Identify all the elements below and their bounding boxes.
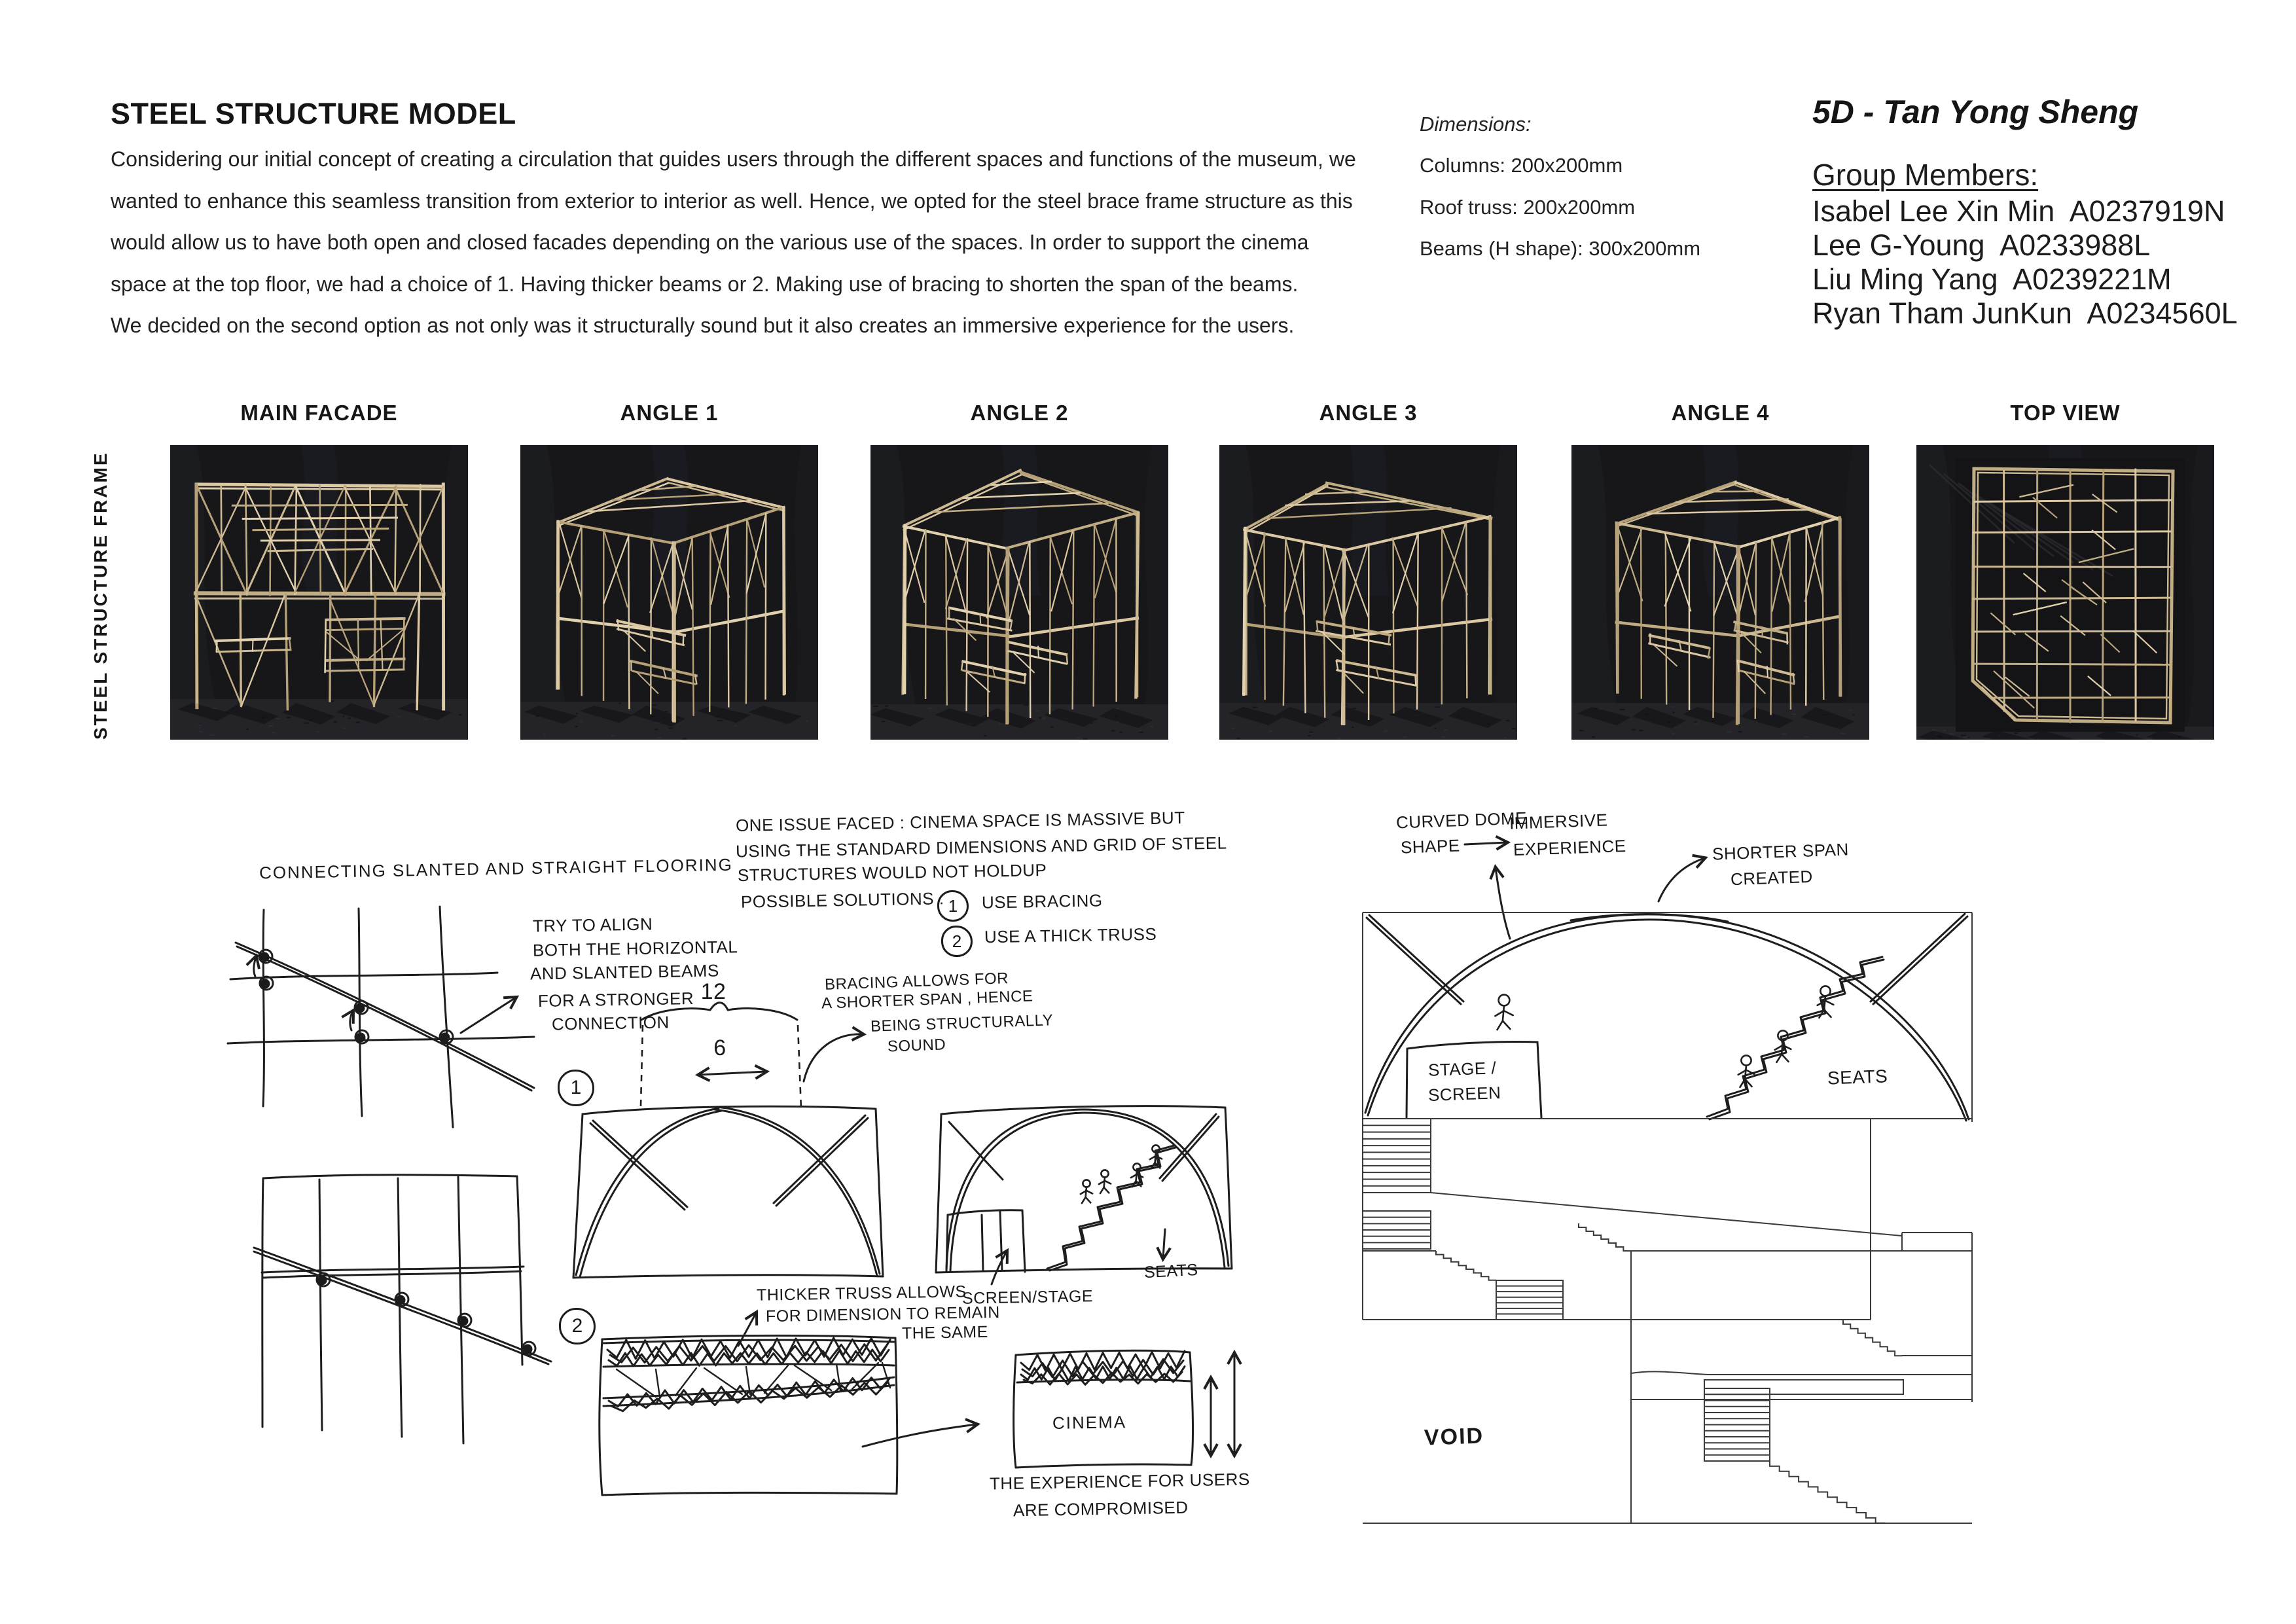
member-name: Isabel Lee Xin Min A0237919N [1812,194,2225,228]
model-photo [870,445,1168,740]
body-line: Considering our initial concept of creating a circulation that guides users through the different spaces and functions of the museum, we [111,147,1356,171]
label-seats-dome: SEATS [1827,1066,1888,1089]
model-photo [1571,445,1869,740]
dimensions-label: Dimensions: [1420,113,1532,135]
body-line: We decided on the second option as not only was it structurally sound but it also creates an immersive experience for the users. [111,314,1295,337]
photo-label: MAIN FACADE [240,401,398,425]
photo-label: ANGLE 2 [970,401,1069,425]
note-issue: ONE ISSUE FACED : CINEMA SPACE IS MASSIVE BUT [735,808,1185,835]
photo-angle-1 [520,401,818,741]
photo-label: TOP VIEW [2010,401,2121,425]
photo-main-facade [170,401,468,741]
label-seats-small: SEATS [1143,1260,1199,1282]
label-stage-screen: STAGE / [1427,1058,1497,1080]
dim-span-12: 12 [700,979,726,1004]
dimension-item: Columns: 200x200mm [1420,154,1623,177]
label-stage-screen: SCREEN [1427,1083,1501,1105]
photo-top-view [1916,401,2214,741]
group-members-label: Group Members: [1812,158,2039,192]
note-bracing: BEING STRUCTURALLY [870,1011,1054,1036]
solution-2-text: USE A THICK TRUSS [984,924,1157,947]
note-solutions-label: POSSIBLE SOLUTIONS : [740,888,944,912]
model-photo [1219,445,1517,740]
note-issue: USING THE STANDARD DIMENSIONS AND GRID OF STEEL [735,833,1227,861]
note-align: AND SLANTED BEAMS [529,960,720,984]
dim-span-6: 6 [713,1036,726,1060]
model-photo [1916,445,2214,740]
solution-2-number: 2 [941,926,973,957]
label-cinema: CINEMA [1052,1412,1127,1433]
note-bracing: SOUND [887,1036,946,1056]
photo-angle-2 [870,401,1168,741]
label-screen-stage: SCREEN/STAGE [961,1287,1094,1308]
photo-angle-4 [1571,401,1869,741]
member-name: Lee G-Young A0233988L [1812,228,2151,262]
note-issue: STRUCTURES WOULD NOT HOLDUP [737,859,1047,886]
photo-label: ANGLE 1 [620,401,719,425]
label-void: VOID [1424,1423,1484,1451]
sketch-marker-1: 1 [558,1070,594,1106]
body-paragraph [111,139,1356,347]
note-truss: FOR DIMENSION TO REMAIN [765,1303,1001,1326]
body-line: space at the top floor, we had a choice of 1. Having thicker beams or 2. Making use of bracing to shorten the span of the beams. [111,272,1299,296]
note-align: TRY TO ALIGN [532,914,653,936]
note-shorter-span: SHORTER SPAN [1712,839,1850,864]
page-title: STEEL STRUCTURE MODEL [111,97,516,130]
photo-angle-3 [1219,401,1517,741]
note-truss: THE SAME [901,1322,989,1343]
note-shorter-span: CREATED [1730,866,1814,890]
class-title: 5D - Tan Yong Sheng [1812,94,2139,130]
note-experience: ARE COMPROMISED [1013,1497,1189,1521]
note-align: FOR A STRONGER [537,988,694,1011]
note-flooring-title: CONNECTING SLANTED AND STRAIGHT FLOORING [259,854,734,883]
note-curved-dome: CURVED DOME [1395,808,1528,833]
member-name: Ryan Tham JunKun A0234560L [1812,297,2238,330]
note-bracing: BRACING ALLOWS FOR [824,969,1009,994]
photo-label: ANGLE 3 [1319,401,1418,425]
model-photo [520,445,818,740]
dimension-item: Beams (H shape): 300x200mm [1420,237,1701,260]
dimension-item: Roof truss: 200x200mm [1420,196,1636,219]
note-align: BOTH THE HORIZONTAL [532,937,738,960]
solution-1-number: 1 [937,890,969,922]
note-truss: THICKER TRUSS ALLOWS [756,1282,967,1305]
note-experience: THE EXPERIENCE FOR USERS [989,1469,1250,1494]
sketch-marker-2: 2 [559,1308,596,1344]
member-name: Liu Ming Yang A0239221M [1812,262,2172,296]
note-align: CONNECTION [551,1012,670,1034]
note-curved-dome: SHAPE [1400,835,1461,857]
gallery-side-label: STEEL STRUCTURE FRAME [90,451,111,740]
body-line: wanted to enhance this seamless transition from exterior to interior as well. Hence, we opted for the steel brace frame structure as this [111,189,1353,213]
note-immersive: EXPERIENCE [1513,835,1627,860]
body-line: would allow us to have both open and closed facades depending on the various use of the spaces. In order to support the cinema [111,230,1309,254]
photo-label: ANGLE 4 [1671,401,1770,425]
note-immersive: IMMERSIVE [1509,810,1608,833]
solution-1-text: USE BRACING [981,890,1103,912]
model-photo [170,445,468,740]
note-bracing: A SHORTER SPAN , HENCE [821,987,1033,1013]
